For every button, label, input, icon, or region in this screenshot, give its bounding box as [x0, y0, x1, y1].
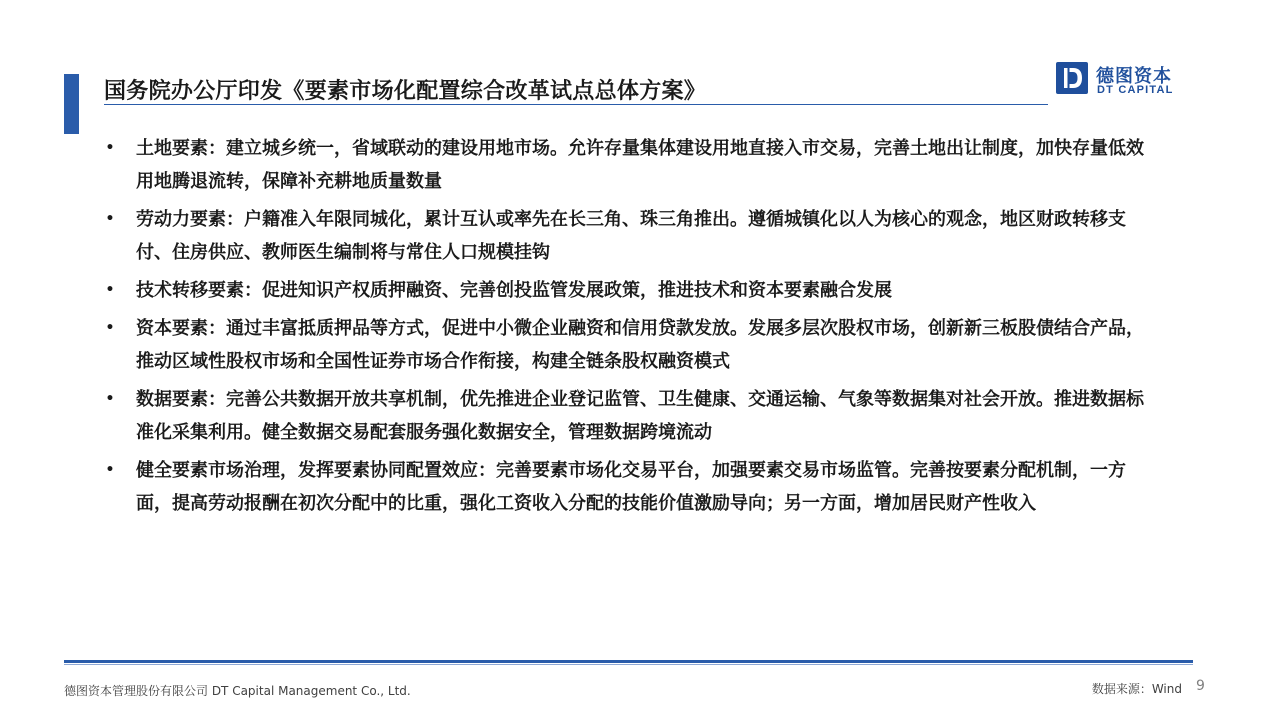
footer-rule [64, 660, 1193, 663]
bullet-text: 劳动力要素：户籍准入年限同城化，累计互认或率先在长三角、珠三角推出。遵循城镇化以人为核心的观念，地区财政转移支付、住房供应、教师医生编制将与常住人口规模挂钩 [136, 209, 1126, 263]
bullet-item-capital [104, 312, 1154, 378]
bullet-text: 土地要素：建立城乡统一，省域联动的建设用地市场。允许存量集体建设用地直接入市交易，完善土地出让制度，加快存量低效用地腾退流转，保障补充耕地质量数量 [136, 138, 1144, 192]
title-underline [104, 104, 1048, 105]
page-title: 国务院办公厅印发《要素市场化配置综合改革试点总体方案》 [104, 79, 707, 104]
footer-rule-thin [64, 664, 1193, 665]
page-number: 9 [1196, 678, 1205, 694]
company-logo [1056, 62, 1178, 98]
bullet-dot: • [105, 211, 115, 227]
bullet-list [104, 132, 1154, 525]
bullet-dot: • [105, 320, 115, 336]
dt-capital-logo-icon [1056, 62, 1088, 94]
bullet-item-technology [104, 274, 1154, 307]
bullet-item-data [104, 383, 1154, 449]
bullet-text: 数据要素：完善公共数据开放共享机制，优先推进企业登记监管、卫生健康、交通运输、气象等数据集对社会开放。推进数据标准化采集利用。健全数据交易配套服务强化数据安全，管理数据跨境流动 [136, 389, 1144, 443]
bullet-text: 健全要素市场治理，发挥要素协同配置效应：完善要素市场化交易平台，加强要素交易市场监管。完善按要素分配机制，一方面，提高劳动报酬在初次分配中的比重，强化工资收入分配的技能价值激励导向；另一方面，增加居民财产性收入 [136, 460, 1126, 514]
bullet-item-labor [104, 203, 1154, 269]
logo-name-cn: 德图资本 [1096, 66, 1172, 87]
bullet-item-governance [104, 454, 1154, 520]
footer-source: 数据来源：Wind [1091, 682, 1182, 696]
bullet-dot: • [105, 282, 115, 298]
logo-name-en: DT CAPITAL [1097, 84, 1174, 96]
title-accent-bar [64, 74, 79, 134]
bullet-dot: • [105, 391, 115, 407]
bullet-item-land [104, 132, 1154, 198]
bullet-text: 资本要素：通过丰富抵质押品等方式，促进中小微企业融资和信用贷款发放。发展多层次股权市场，创新新三板股债结合产品，推动区域性股权市场和全国性证券市场合作衔接，构建全链条股权融资模式 [136, 318, 1144, 372]
bullet-dot: • [105, 462, 115, 478]
bullet-dot: • [105, 140, 115, 156]
footer-company: 德图资本管理股份有限公司 DT Capital Management Co., Ltd. [64, 684, 411, 698]
bullet-text: 技术转移要素：促进知识产权质押融资、完善创投监管发展政策，推进技术和资本要素融合发展 [136, 280, 892, 301]
